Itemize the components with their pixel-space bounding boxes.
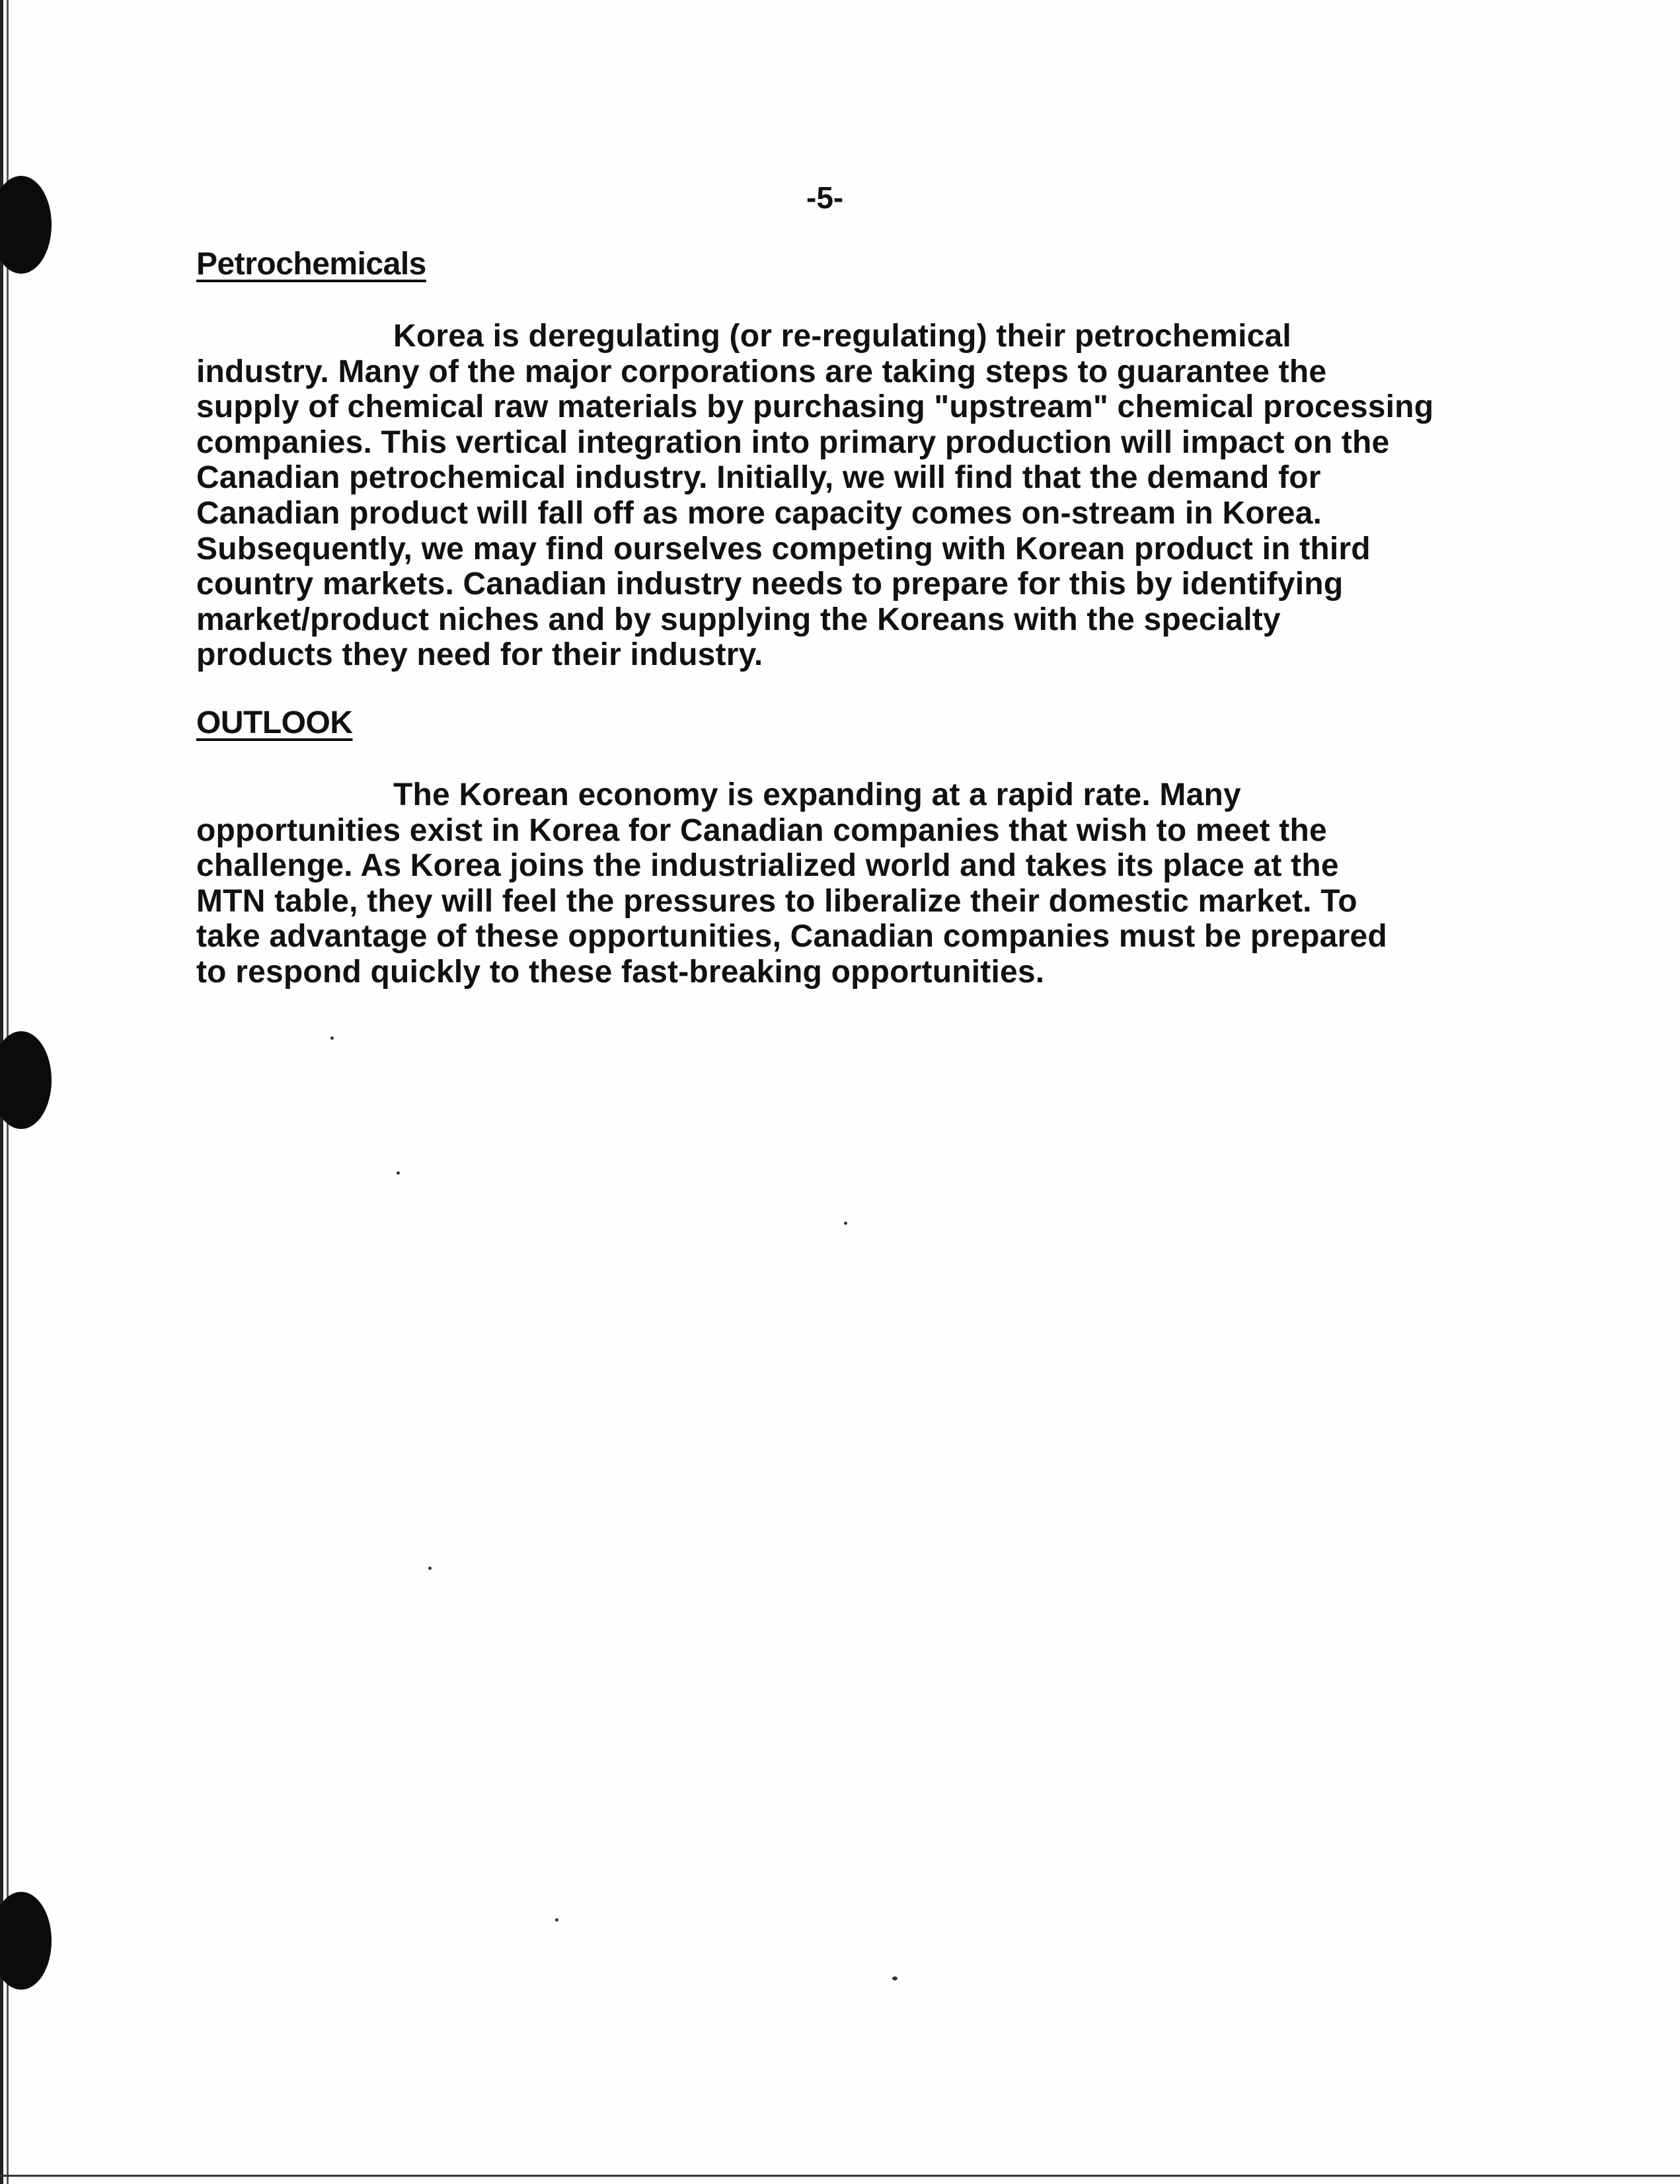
punch-hole-middle <box>0 1031 52 1129</box>
punch-hole-bottom <box>0 1892 52 1990</box>
paragraph-line: Subsequently, we may find ourselves competing with Korean product in third <box>196 531 1371 566</box>
punch-hole-top <box>0 176 52 274</box>
paragraph-line: Canadian product will fall off as more capacity comes on-stream in Korea. <box>196 495 1322 531</box>
scan-speck <box>892 1976 897 1980</box>
paragraph-outlook <box>196 777 1492 990</box>
paragraph-line: industry. Many of the major corporations are taking steps to guarantee the <box>196 354 1327 389</box>
scan-speck <box>844 1222 847 1225</box>
paragraph-line: opportunities exist in Korea for Canadian companies that wish to meet the <box>196 812 1327 848</box>
paragraph-line: products they need for their industry. <box>196 637 763 673</box>
paragraph-line: MTN table, they will feel the pressures to liberalize their domestic market. To <box>196 883 1357 919</box>
paragraph-line: country markets. Canadian industry needs to prepare for this by identifying <box>196 566 1344 602</box>
scan-speck <box>330 1036 334 1040</box>
scan-speck <box>428 1567 432 1570</box>
section-heading-outlook: OUTLOOK <box>196 705 353 740</box>
paragraph-line: supply of chemical raw materials by purchasing "upstream" chemical processing <box>196 389 1434 425</box>
paragraph-petrochemicals <box>196 319 1492 673</box>
page-bottom-edge <box>0 2175 1680 2177</box>
scan-speck <box>397 1171 400 1175</box>
paragraph-line: to respond quickly to these fast-breaking opportunities. <box>196 954 1045 990</box>
paragraph-line: challenge. As Korea joins the industrialized world and takes its place at the <box>196 848 1339 884</box>
paragraph-line: Korea is deregulating (or re-regulating) their petrochemical <box>393 319 1291 354</box>
paragraph-line: market/product niches and by supplying the Koreans with the specialty <box>196 602 1281 637</box>
paragraph-line: The Korean economy is expanding at a rapid rate. Many <box>393 777 1241 812</box>
paragraph-line: companies. This vertical integration into primary production will impact on the <box>196 424 1390 460</box>
section-heading-petrochemicals: Petrochemicals <box>196 247 426 282</box>
paragraph-line: Canadian petrochemical industry. Initially, we will find that the demand for <box>196 460 1321 496</box>
scan-speck <box>555 1918 558 1922</box>
paragraph-line: take advantage of these opportunities, Canadian companies must be prepared <box>196 919 1387 955</box>
page-number: -5- <box>806 180 844 215</box>
